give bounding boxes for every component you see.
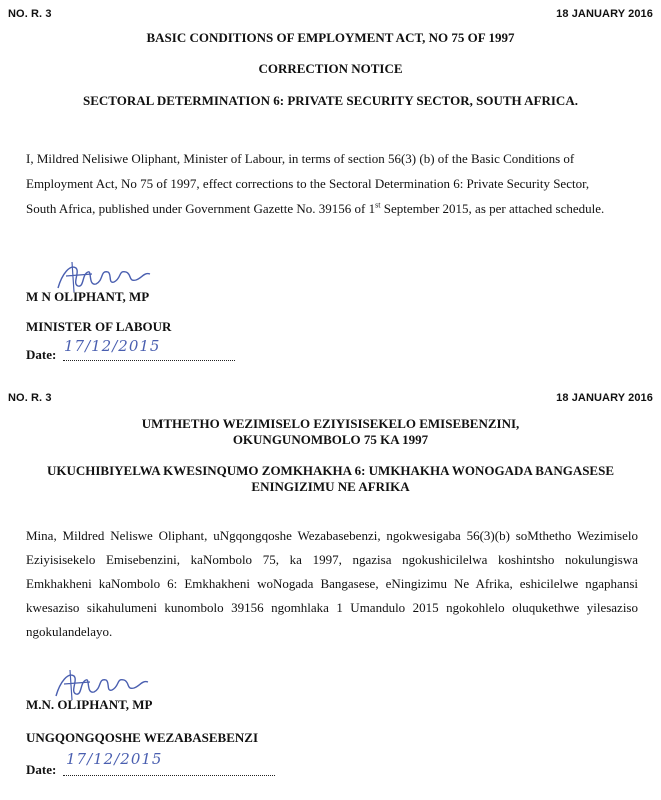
notice-body-zulu: Mina, Mildred Neliswe Oliphant, uNgqongqoshe Wezabasebenzi, ngokwesigaba 56(3)(b) soMthetho Wezimiselo Eziyisisekelo Emisebenzini, kaNombolo 75, ka 1997, ngazisa ngokushicilelwa koshintsho nokulungiswa Emkhakheni kaNombolo 6: Emkhakheni woNogada Bangasese, eNingizimu Ne Afrika, eshicilelwe ngaphansi kwesaziso sikahulumeni kunombolo 39156 ngomhlaka 1 Umandulo 2015 ngokohlelo oluqukethwe yilesaziso ngokulandelayo. <box>26 528 638 639</box>
gazette-date: 18 JANUARY 2016 <box>556 392 653 404</box>
signatory-role: MINISTER OF LABOUR <box>26 319 172 334</box>
body-line: I, Mildred Nelisiwe Oliphant, Minister of Labour, in terms of section 56(3) (b) of the Basic Conditions of <box>26 151 575 166</box>
notice-title: CORRECTION NOTICE <box>258 61 403 76</box>
act-title: BASIC CONDITIONS OF EMPLOYMENT ACT, NO 75 OF 1997 <box>146 30 515 45</box>
signatory-role: UNGQONGQOSHE WEZABASEBENZI <box>26 730 259 745</box>
sector-title: SECTORAL DETERMINATION 6: PRIVATE SECURITY SECTOR, SOUTH AFRICA. <box>83 93 578 108</box>
notice-number: NO. R. 3 <box>8 392 52 404</box>
date-line <box>63 360 235 361</box>
signatory-name: M N OLIPHANT, MP <box>26 289 150 304</box>
subtitle-line1: UKUCHIBIYELWA KWESINQUMO ZOMKHAKHA 6: UMKHAKHA WONOGADA BANGASESE <box>46 463 615 478</box>
notice-number: NO. R. 3 <box>8 8 52 20</box>
gazette-date: 18 JANUARY 2016 <box>556 8 653 20</box>
body-line: South Africa, published under Government Gazette No. 39156 of 1st September 2015, as per attached schedule. <box>26 200 605 216</box>
act-title-line1: UMTHETHO WEZIMISELO EZIYISISEKELO EMISEBENZINI, <box>141 416 520 431</box>
date-line <box>63 775 275 776</box>
act-title-line2: OKUNGUNOMBOLO 75 KA 1997 <box>232 432 429 447</box>
handwritten-date: 17/12/2015 <box>64 337 161 355</box>
date-label: Date: <box>26 762 57 777</box>
subtitle-line2: ENINGIZIMU NE AFRIKA <box>251 479 410 494</box>
notice-body <box>26 146 638 221</box>
date-label: Date: <box>26 347 57 362</box>
body-line: Employment Act, No 75 of 1997, effect corrections to the Sectoral Determination 6: Private Security Sector, <box>26 176 590 191</box>
signatory-name: M.N. OLIPHANT, MP <box>26 697 153 712</box>
handwritten-date: 17/12/2015 <box>66 750 163 768</box>
